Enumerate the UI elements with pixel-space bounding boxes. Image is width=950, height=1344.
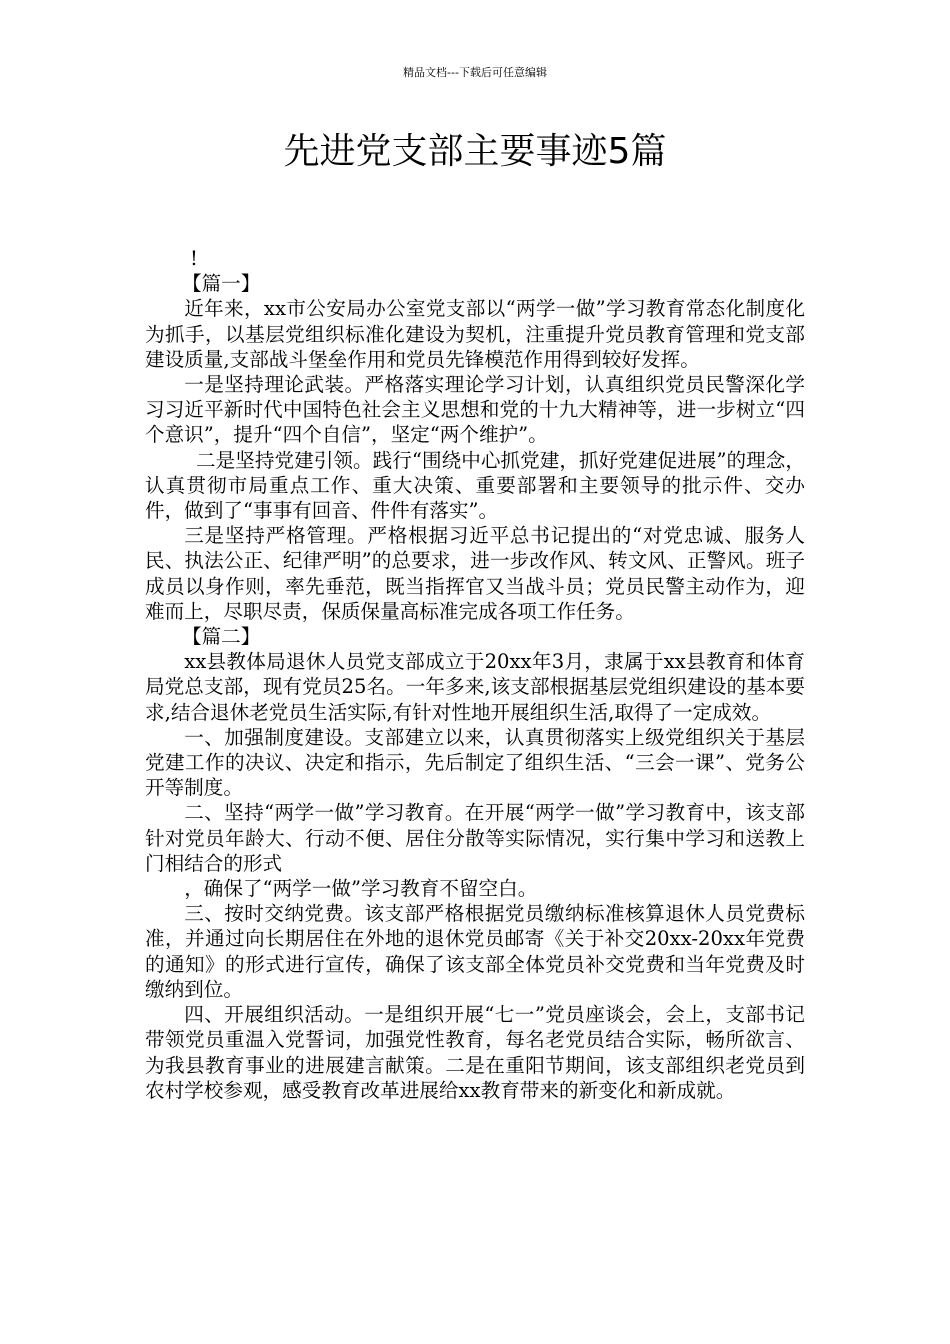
document-body <box>145 246 805 1103</box>
paragraph: 一、加强制度建设。支部建立以来，认真贯彻落实上级党组织关于基层党建工作的决议、决定和指示，先后制定了组织生活、“三会一课”、党务公开等制度。 <box>145 725 805 800</box>
lead-mark: ! <box>190 247 198 270</box>
paragraph: ，确保了“两学一做”学习教育不留空白。 <box>184 877 538 901</box>
section-heading-1: 【篇一】 <box>182 272 261 296</box>
paragraph: 三、按时交纳党费。该支部严格根据党员缴纳标准核算退休人员党费标准，并通过向长期居住在外地的退休党员邮寄《关于补交20xx-20xx年党费的通知》的形式进行宣传，确保了该支部全体党员补交党费和当年党费及时缴纳到位。 <box>145 902 805 1001</box>
paragraph: xx县教体局退休人员党支部成立于20xx年3月，隶属于xx县教育和体育局党总支部，现有党员25名。一年多来,该支部根据基层党组织建设的基本要求,结合退休老党员生活实际,有针对性地开展组织生活,取得了一定成效。 <box>145 650 805 724</box>
paragraph: 四、开展组织活动。一是组织开展“七一”党员座谈会，会上，支部书记带领党员重温入党誓词，加强党性教育，每名老党员结合实际，畅所欲言、为我县教育事业的进展建言献策。二是在重阳节期间，该支部组织老党员到农村学校参观，感受教育改革进展给xx教育带来的新变化和新成就。 <box>145 1003 805 1102</box>
section-heading-2: 【篇二】 <box>182 625 261 649</box>
paragraph: 三是坚持严格管理。严格根据习近平总书记提出的“对党忠诚、服务人民、执法公正、纪律严明”的总要求，进一步改作风、转文风、正警风。班子成员以身作则，率先垂范，既当指挥官又当战斗员；党员民警主动作为，迎难而上，尽职尽责，保质保量高标准完成各项工作任务。 <box>145 524 805 623</box>
document-title: 先进党支部主要事迹5篇 <box>283 131 667 172</box>
header-note: 精品文档---下载后可任意编辑 <box>403 66 547 79</box>
paragraph: 二、坚持“两学一做”学习教育。在开展“两学一做”学习教育中，该支部针对党员年龄大、行动不便、居住分散等实际情况，实行集中学习和送教上门相结合的形式 <box>145 801 805 875</box>
paragraph: 一是坚持理论武装。严格落实理论学习计划，认真组织党员民警深化学习习近平新时代中国特色社会主义思想和党的十九大精神等，进一步树立“四个意识”，提升“四个自信”，坚定“两个维护”。 <box>145 373 805 447</box>
paragraph: 二是坚持党建引领。践行“围绕中心抓党建，抓好党建促进展”的理念，认真贯彻市局重点工作、重大决策、重要部署和主要领导的批示件、交办件，做到了“事事有回音、件件有落实”。 <box>145 448 805 523</box>
paragraph: 近年来，xx市公安局办公室党支部以“两学一做”学习教育常态化制度化为抓手，以基层党组织标准化建设为契机，注重提升党员教育管理和党支部建设质量,支部战斗堡垒作用和党员先锋模范作用得到较好发挥。 <box>145 297 805 371</box>
